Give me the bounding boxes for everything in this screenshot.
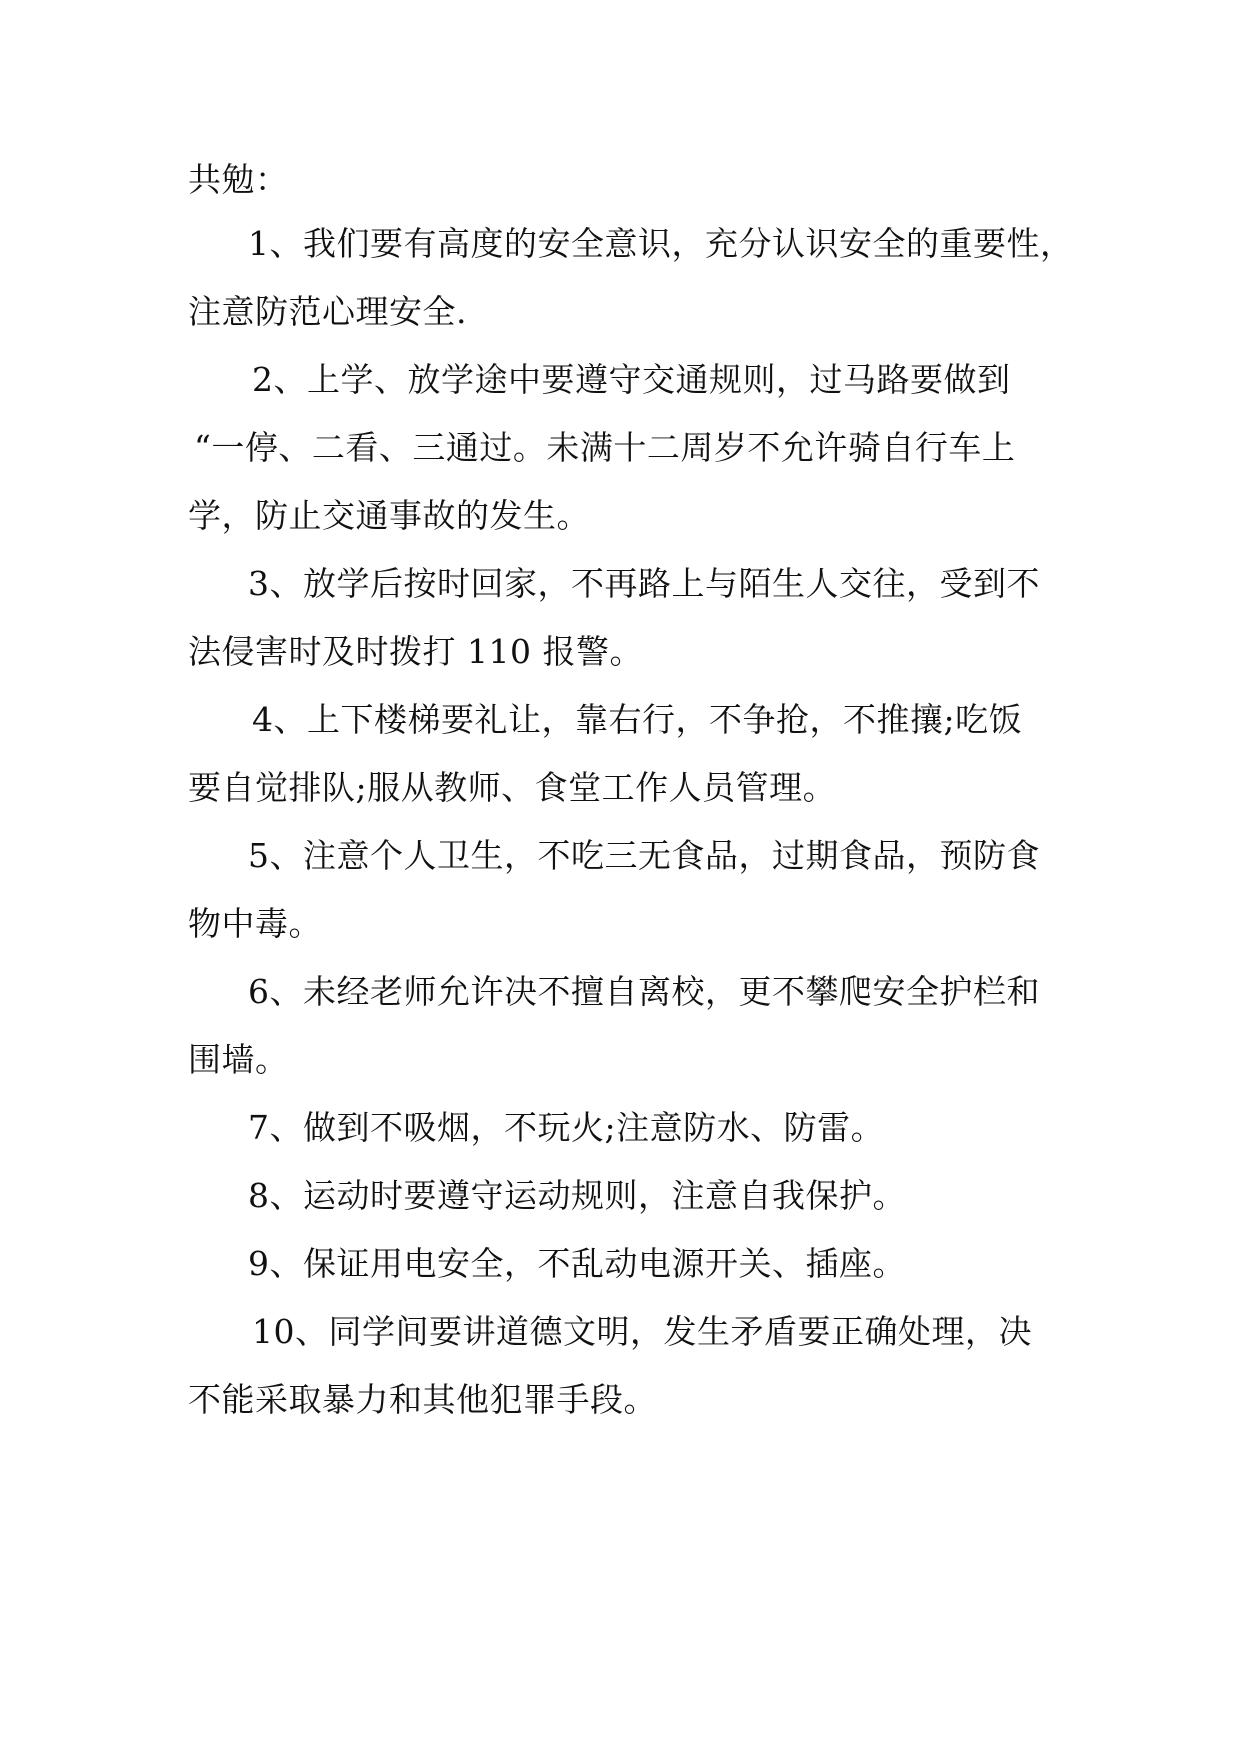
item-1-line-2: 注意防范心理安全. [188,292,467,331]
item-4-line-2: 要自觉排队;服从教师、食堂工作人员管理。 [188,768,837,807]
item-3-line-2: 法侵害时及时拨打 110 报警。 [188,632,643,671]
item-7-line-1: 7、做到不吸烟，不玩火;注意防水、防雷。 [248,1108,885,1147]
item-6-line-1: 6、未经老师允许决不擅自离校，更不攀爬安全护栏和 [248,972,1040,1011]
item-2-line-3: 学，防止交通事故的发生。 [188,496,590,535]
item-1-line-1: 1、我们要有高度的安全意识，充分认识安全的重要性， [248,224,1074,263]
item-5-line-1: 5、注意个人卫生，不吃三无食品，过期食品，预防食 [248,836,1040,875]
item-8-line-1: 8、运动时要遵守运动规则，注意自我保护。 [248,1176,906,1215]
item-10-line-1: 10、同学间要讲道德文明，发生矛盾要正确处理，决 [252,1312,1032,1351]
item-2-line-1: 2、上学、放学途中要遵守交通规则，过马路要做到 [252,360,1011,399]
heading: 共勉： [188,160,289,199]
item-4-line-1: 4、上下楼梯要礼让，靠右行，不争抢，不推攘;吃饭 [252,700,1023,739]
item-9-line-1: 9、保证用电安全，不乱动电源开关、插座。 [248,1244,906,1283]
item-2-line-2: “一停、二看、三通过。未满十二周岁不允许骑自行车上 [194,428,1016,467]
item-6-line-2: 围墙。 [188,1040,289,1079]
item-5-line-2: 物中毒。 [188,904,322,943]
item-10-line-2: 不能采取暴力和其他犯罪手段。 [188,1380,657,1419]
item-3-line-1: 3、放学后按时回家，不再路上与陌生人交往，受到不 [248,564,1040,603]
